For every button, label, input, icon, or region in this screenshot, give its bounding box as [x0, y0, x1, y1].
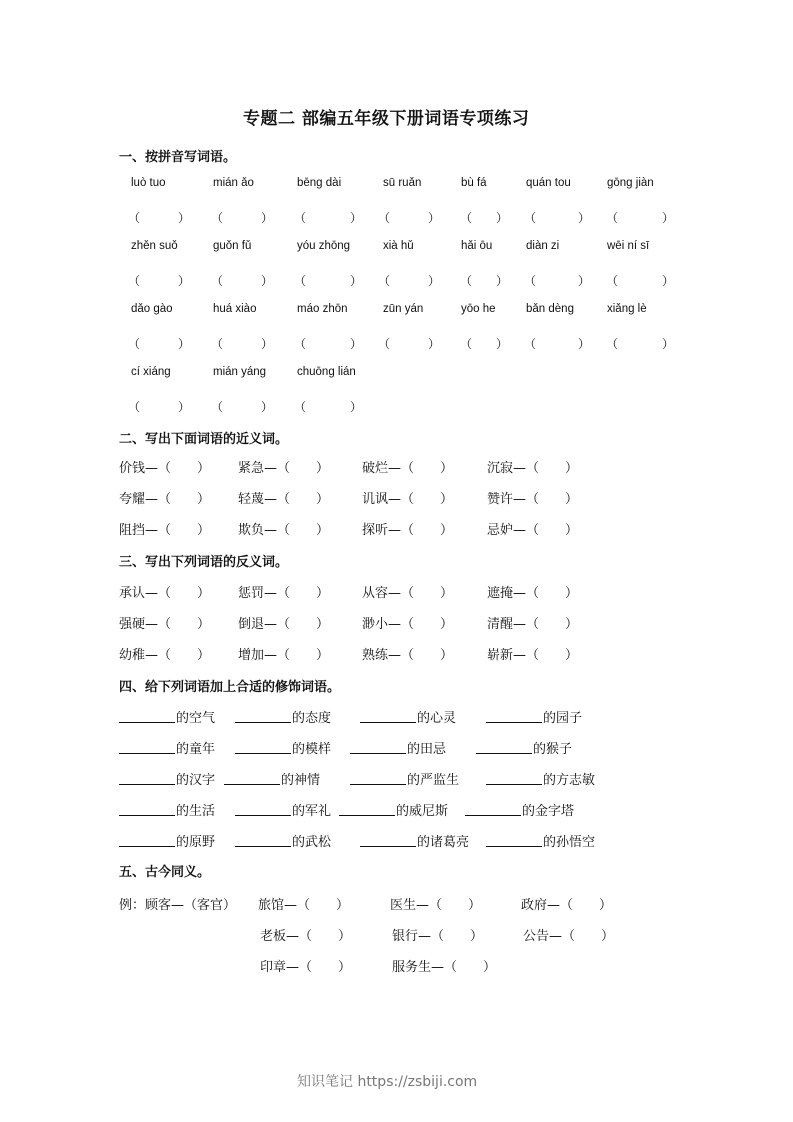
answer-brackets[interactable] — [524, 209, 590, 226]
modifier-target-word: 的态度 — [292, 711, 332, 726]
left-bracket: （ — [524, 337, 537, 351]
antonym-item: 从容—（ ） — [362, 586, 454, 601]
right-bracket: ） — [260, 400, 273, 414]
antonym-item: 渺小—（ ） — [362, 617, 454, 632]
left-bracket: （ — [524, 274, 537, 288]
fill-blank-line[interactable] — [350, 769, 406, 785]
pinyin-label: bǎn dèng — [526, 303, 574, 315]
pinyin-label: mián ǎo — [213, 177, 254, 189]
answer-brackets[interactable] — [524, 335, 590, 352]
right-bracket: ） — [577, 211, 590, 225]
synonym-item: 赞许—（ ） — [487, 492, 579, 507]
left-bracket: （ — [460, 211, 473, 225]
pinyin-label: cí xiáng — [131, 366, 171, 378]
pinyin-label: quán tou — [526, 177, 571, 189]
left-bracket: （ — [524, 211, 537, 225]
answer-brackets[interactable] — [606, 209, 674, 226]
answer-brackets[interactable] — [294, 272, 362, 289]
modifier-target-word: 的神情 — [281, 773, 321, 788]
archaic-term-item: 公告—（ ） — [523, 929, 615, 944]
modifier-target-word: 的威尼斯 — [396, 804, 449, 819]
answer-brackets[interactable] — [460, 335, 508, 352]
answer-brackets[interactable] — [211, 209, 273, 226]
left-bracket: （ — [211, 274, 224, 288]
fill-blank-line[interactable] — [119, 831, 175, 847]
fill-blank-line[interactable] — [486, 769, 542, 785]
synonym-item: 沉寂—（ ） — [487, 461, 579, 476]
section-3-heading: 三、写出下列词语的反义词。 — [119, 555, 289, 570]
modifier-target-word: 的童年 — [176, 742, 216, 757]
left-bracket: （ — [460, 337, 473, 351]
right-bracket: ） — [661, 211, 674, 225]
antonym-item: 遮掩—（ ） — [487, 586, 579, 601]
footer-watermark: 知识笔记 https://zsbiji.com — [297, 1074, 478, 1090]
pinyin-label: xià hǔ — [383, 240, 414, 252]
modifier-target-word: 的田忌 — [407, 742, 447, 757]
pinyin-label: yōo he — [461, 303, 496, 315]
left-bracket: （ — [128, 274, 141, 288]
synonym-item: 欺负—（ ） — [238, 523, 330, 538]
fill-blank-line[interactable] — [476, 738, 532, 754]
left-bracket: （ — [211, 211, 224, 225]
fill-blank-line[interactable] — [360, 707, 416, 723]
right-bracket: ） — [177, 274, 190, 288]
modifier-target-word: 的金字塔 — [522, 804, 575, 819]
right-bracket: ） — [177, 211, 190, 225]
right-bracket: ） — [577, 274, 590, 288]
right-bracket: ） — [495, 274, 508, 288]
antonym-item: 清醒—（ ） — [487, 617, 579, 632]
answer-brackets[interactable] — [294, 398, 362, 415]
left-bracket: （ — [294, 274, 307, 288]
answer-brackets[interactable] — [128, 209, 190, 226]
right-bracket: ） — [427, 211, 440, 225]
synonym-item: 轻蔑—（ ） — [238, 492, 330, 507]
right-bracket: ） — [177, 400, 190, 414]
left-bracket: （ — [294, 400, 307, 414]
antonym-item: 熟练—（ ） — [362, 648, 454, 663]
left-bracket: （ — [606, 211, 619, 225]
pinyin-label: xiǎng lè — [607, 303, 647, 315]
antonym-item: 增加—（ ） — [238, 648, 330, 663]
modifier-target-word: 的空气 — [176, 711, 216, 726]
pinyin-label: diàn zi — [526, 240, 560, 252]
antonym-item: 幼稚—（ ） — [119, 648, 211, 663]
section-2-heading: 二、写出下面词语的近义词。 — [119, 432, 289, 447]
archaic-term-item: 银行—（ ） — [392, 929, 484, 944]
answer-brackets[interactable] — [211, 398, 273, 415]
right-bracket: ） — [349, 400, 362, 414]
antonym-item: 强硬—（ ） — [119, 617, 211, 632]
answer-brackets[interactable] — [524, 272, 590, 289]
right-bracket: ） — [260, 337, 273, 351]
modifier-target-word: 的猴子 — [533, 742, 573, 757]
section-5-heading: 五、古今同义。 — [119, 865, 211, 880]
pinyin-label: mián yáng — [213, 366, 267, 378]
fill-blank-line[interactable] — [235, 831, 291, 847]
pinyin-label: yóu zhōng — [297, 240, 351, 252]
modifier-target-word: 的军礼 — [292, 804, 332, 819]
pinyin-label: bēng dài — [297, 177, 342, 189]
left-bracket: （ — [378, 211, 391, 225]
right-bracket: ） — [427, 274, 440, 288]
antonym-item: 崭新—（ ） — [487, 648, 579, 663]
pinyin-label: bù fá — [461, 177, 487, 189]
archaic-term-item: 印章—（ ） — [260, 960, 352, 975]
fill-blank-line[interactable] — [465, 800, 521, 816]
answer-brackets[interactable] — [378, 272, 440, 289]
antonym-item: 倒退—（ ） — [238, 617, 330, 632]
right-bracket: ） — [260, 211, 273, 225]
modifier-target-word: 的模样 — [292, 742, 332, 757]
modifier-target-word: 的生活 — [176, 804, 216, 819]
modifier-target-word: 的心灵 — [417, 711, 457, 726]
fill-blank-line[interactable] — [486, 707, 542, 723]
right-bracket: ） — [495, 337, 508, 351]
synonym-item: 破烂—（ ） — [362, 461, 454, 476]
left-bracket: （ — [294, 337, 307, 351]
pinyin-label: máo zhōn — [297, 303, 348, 315]
fill-blank-line[interactable] — [350, 738, 406, 754]
left-bracket: （ — [378, 274, 391, 288]
answer-brackets[interactable] — [128, 398, 190, 415]
modifier-target-word: 的孙悟空 — [543, 835, 596, 850]
modifier-target-word: 的诸葛亮 — [417, 835, 470, 850]
pinyin-label: guǒn fǔ — [213, 240, 252, 252]
left-bracket: （ — [378, 337, 391, 351]
right-bracket: ） — [260, 274, 273, 288]
fill-blank-line[interactable] — [119, 707, 175, 723]
answer-brackets[interactable] — [378, 335, 440, 352]
fill-blank-line[interactable] — [119, 738, 175, 754]
synonym-item: 价钱—（ ） — [119, 461, 211, 476]
pinyin-label: sū ruǎn — [383, 177, 422, 189]
fill-blank-line[interactable] — [339, 800, 395, 816]
answer-brackets[interactable] — [294, 335, 362, 352]
answer-brackets[interactable] — [128, 272, 190, 289]
pinyin-label: wēi ní sī — [607, 240, 650, 252]
answer-brackets[interactable] — [606, 272, 674, 289]
archaic-term-item: 政府—（ ） — [521, 898, 613, 913]
modifier-target-word: 的方志敏 — [543, 773, 596, 788]
pinyin-label: zhěn suǒ — [131, 240, 178, 252]
right-bracket: ） — [349, 337, 362, 351]
left-bracket: （ — [128, 211, 141, 225]
right-bracket: ） — [349, 211, 362, 225]
fill-blank-line[interactable] — [119, 769, 175, 785]
synonym-item: 夸耀—（ ） — [119, 492, 211, 507]
right-bracket: ） — [661, 274, 674, 288]
synonym-item: 讥讽—（ ） — [362, 492, 454, 507]
right-bracket: ） — [577, 337, 590, 351]
pinyin-label: dǎo gào — [131, 303, 173, 315]
synonym-item: 紧急—（ ） — [238, 461, 330, 476]
section-1-heading: 一、按拼音写词语。 — [119, 150, 237, 165]
modifier-target-word: 的园子 — [543, 711, 583, 726]
modifier-target-word: 的原野 — [176, 835, 216, 850]
left-bracket: （ — [211, 337, 224, 351]
archaic-term-item: 医生—（ ） — [390, 898, 482, 913]
synonym-item: 探听—（ ） — [362, 523, 454, 538]
pinyin-label: luò tuo — [131, 177, 166, 189]
synonym-item: 阻挡—（ ） — [119, 523, 211, 538]
left-bracket: （ — [211, 400, 224, 414]
antonym-item: 承认—（ ） — [119, 586, 211, 601]
answer-brackets[interactable] — [294, 209, 362, 226]
left-bracket: （ — [294, 211, 307, 225]
fill-blank-line[interactable] — [119, 800, 175, 816]
section-4-heading: 四、给下列词语加上合适的修饰词语。 — [119, 680, 341, 695]
right-bracket: ） — [349, 274, 362, 288]
right-bracket: ） — [495, 211, 508, 225]
left-bracket: （ — [460, 274, 473, 288]
answer-brackets[interactable] — [128, 335, 190, 352]
synonym-item: 忌妒—（ ） — [487, 523, 579, 538]
answer-brackets[interactable] — [606, 335, 674, 352]
fill-blank-line[interactable] — [360, 831, 416, 847]
page-title: 专题二 部编五年级下册词语专项练习 — [243, 109, 530, 129]
answer-brackets[interactable] — [378, 209, 440, 226]
answer-brackets[interactable] — [211, 272, 273, 289]
right-bracket: ） — [427, 337, 440, 351]
example-item: 例：顾客—（客官） — [119, 898, 237, 913]
archaic-term-item: 老板—（ ） — [260, 929, 352, 944]
answer-brackets[interactable] — [460, 272, 508, 289]
left-bracket: （ — [128, 337, 141, 351]
modifier-target-word: 的汉字 — [176, 773, 216, 788]
pinyin-label: huá xiào — [213, 303, 257, 315]
pinyin-label: gōng jiàn — [607, 177, 654, 189]
right-bracket: ） — [661, 337, 674, 351]
fill-blank-line[interactable] — [486, 831, 542, 847]
modifier-target-word: 的武松 — [292, 835, 332, 850]
pinyin-label: chuōng lián — [297, 366, 356, 378]
fill-blank-line[interactable] — [224, 769, 280, 785]
fill-blank-line[interactable] — [235, 707, 291, 723]
modifier-target-word: 的严监生 — [407, 773, 460, 788]
archaic-term-item: 旅馆—（ ） — [258, 898, 350, 913]
left-bracket: （ — [606, 274, 619, 288]
right-bracket: ） — [177, 337, 190, 351]
pinyin-label: zūn yán — [383, 303, 424, 315]
fill-blank-line[interactable] — [235, 738, 291, 754]
pinyin-label: hǎi ōu — [461, 240, 493, 252]
answer-brackets[interactable] — [460, 209, 508, 226]
archaic-term-item: 服务生—（ ） — [392, 960, 497, 975]
answer-brackets[interactable] — [211, 335, 273, 352]
antonym-item: 惩罚—（ ） — [238, 586, 330, 601]
left-bracket: （ — [128, 400, 141, 414]
left-bracket: （ — [606, 337, 619, 351]
fill-blank-line[interactable] — [235, 800, 291, 816]
